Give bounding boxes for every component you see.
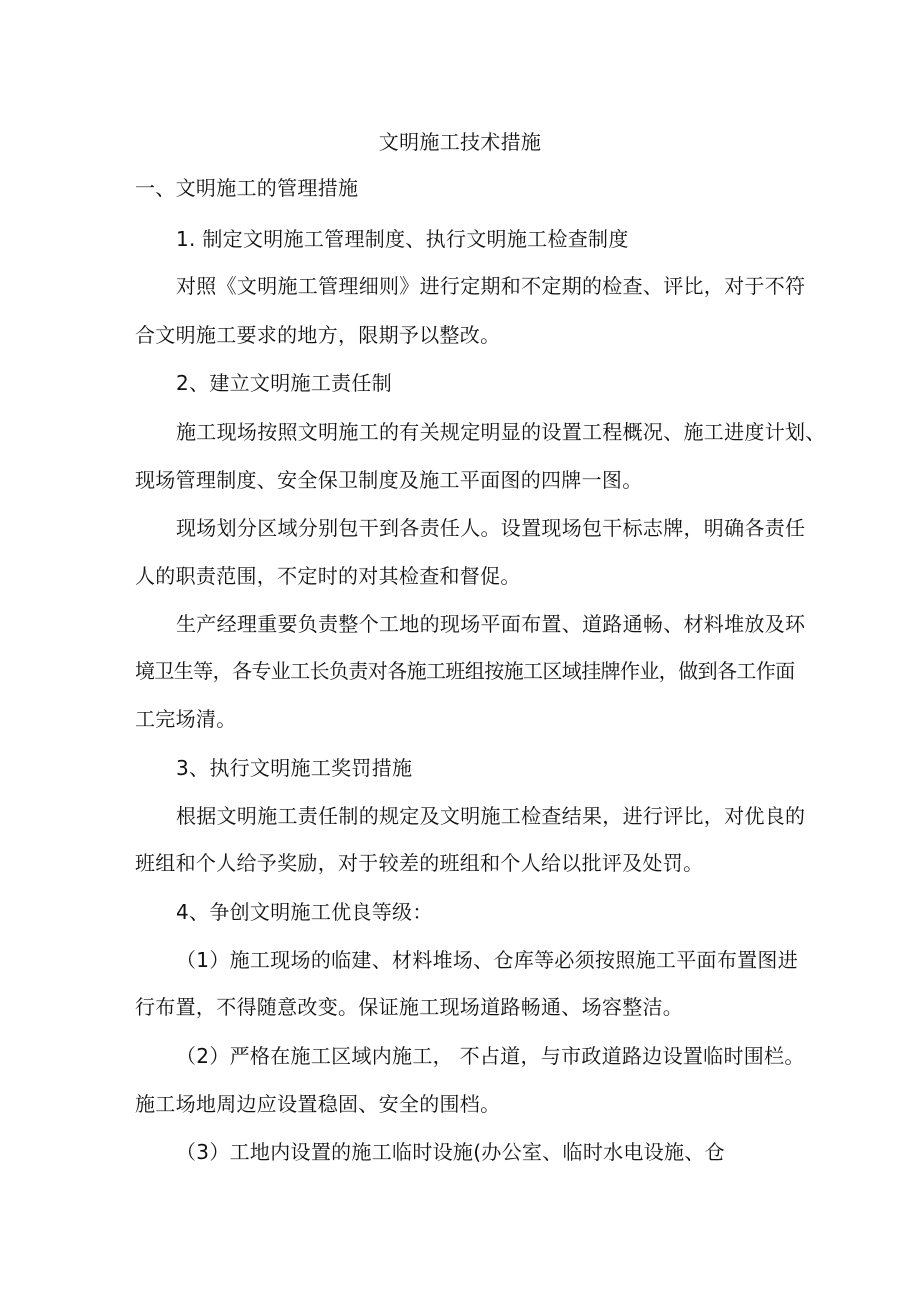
paragraph-line: 现场划分区域分别包干到各责任人。设置现场包干标志牌，明确各责任 bbox=[176, 516, 806, 540]
list-item: 施工场地周边应设置稳固、安全的围档。 bbox=[135, 1092, 501, 1116]
paragraph-line: 施工现场按照文明施工的有关规定明显的设置工程概况、施工进度计划、 bbox=[176, 420, 826, 444]
paragraph-line: 人的职责范围，不定时的对其检查和督促。 bbox=[135, 564, 521, 588]
paragraph-line: 班组和个人给予奖励，对于较差的班组和个人给以批评及处罚。 bbox=[135, 851, 704, 875]
paragraph-line: 合文明施工要求的地方，限期予以整改。 bbox=[135, 323, 501, 347]
list-item: 行布置，不得随意改变。保证施工现场道路畅通、场容整洁。 bbox=[135, 995, 684, 1019]
list-item: （3）工地内设置的施工临时设施(办公室、临时水电设施、仓 bbox=[176, 1140, 725, 1164]
paragraph-line: 工完场清。 bbox=[135, 707, 237, 731]
list-item: （1）施工现场的临建、材料堆场、仓库等必须按照施工平面布置图进 bbox=[176, 948, 799, 972]
subsection-heading: 3、执行文明施工奖罚措施 bbox=[176, 756, 413, 780]
subsection-heading: 4、争创文明施工优良等级： bbox=[176, 900, 433, 924]
section-heading: 一、文明施工的管理措施 bbox=[135, 176, 359, 200]
paragraph-line: 现场管理制度、安全保卫制度及施工平面图的四牌一图。 bbox=[135, 468, 643, 492]
paragraph-line: 境卫生等，各专业工长负责对各施工班组按施工区域挂牌作业，做到各工作面 bbox=[135, 659, 795, 683]
subsection-heading: 1. 制定文明施工管理制度、执行文明施工检查制度 bbox=[176, 227, 629, 251]
subsection-heading: 2、建立文明施工责任制 bbox=[176, 371, 393, 395]
list-item: （2）严格在施工区域内施工， 不占道，与市政道路边设置临时围栏。 bbox=[176, 1044, 805, 1068]
paragraph-line: 生产经理重要负责整个工地的现场平面布置、道路通畅、材料堆放及环 bbox=[176, 612, 806, 636]
paragraph-line: 根据文明施工责任制的规定及文明施工检查结果，进行评比，对优良的 bbox=[176, 804, 806, 828]
document-title: 文明施工技术措施 bbox=[378, 130, 542, 154]
paragraph-line: 对照《文明施工管理细则》进行定期和不定期的检查、评比，对于不符 bbox=[176, 274, 806, 298]
